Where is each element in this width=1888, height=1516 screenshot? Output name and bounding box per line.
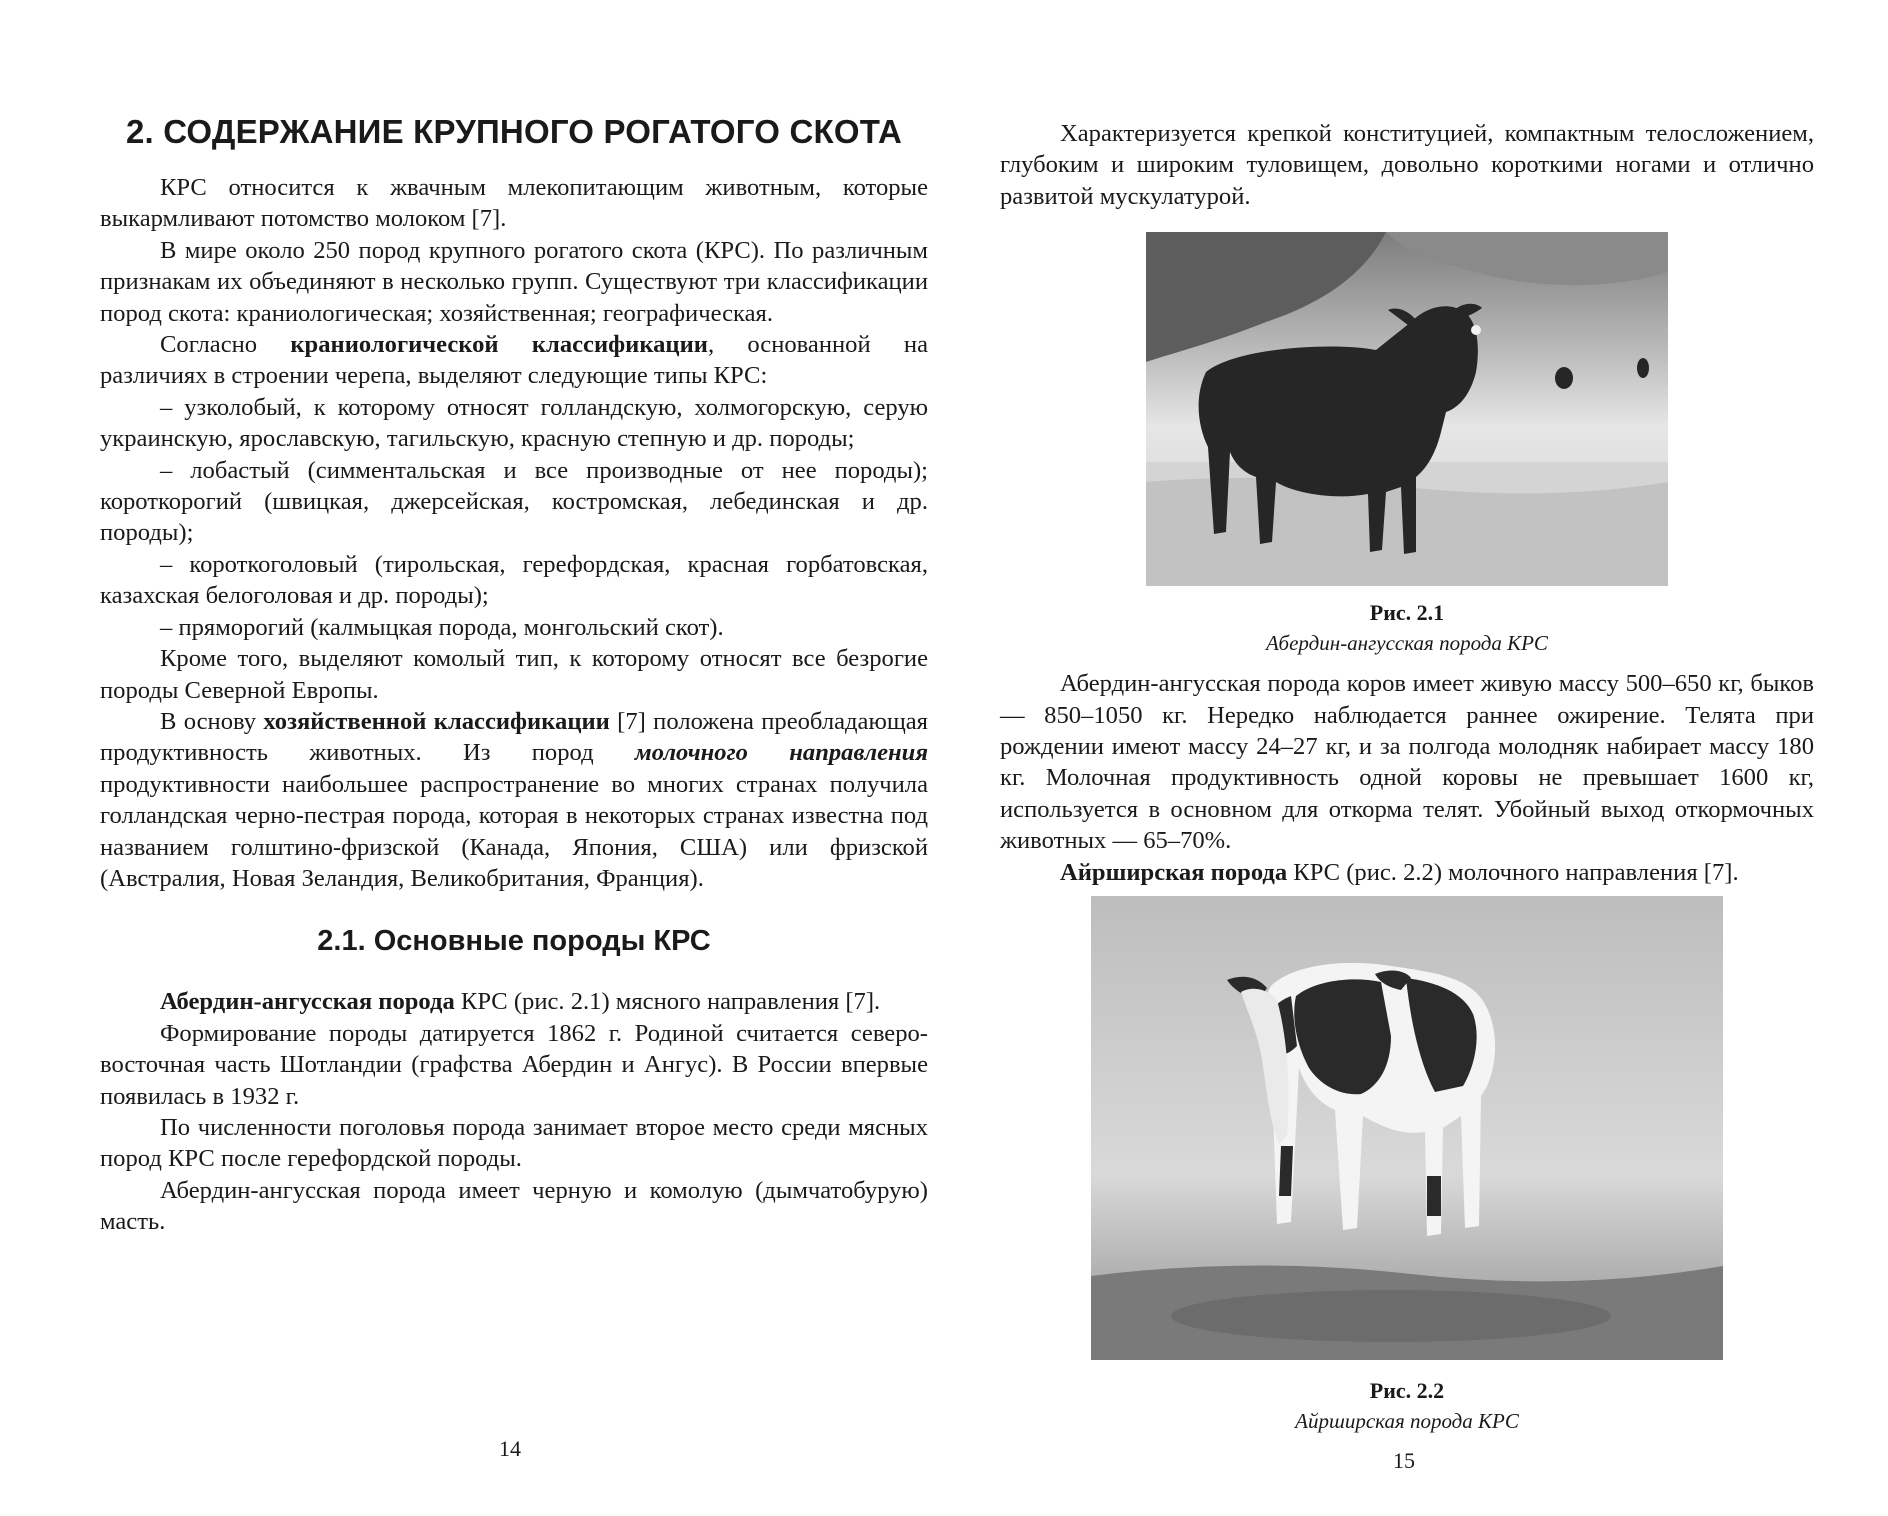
paragraph (100, 706, 928, 894)
chapter-title: 2. СОДЕРЖАНИЕ КРУПНОГО РОГАТОГО СКОТА (125, 113, 903, 150)
text-run: Согласно (160, 331, 291, 359)
paragraph: Кроме того, выделяют комолый тип, к которому относят все безрогие породы Северной Европы. (100, 645, 928, 704)
paragraph: Абердин-ангусская порода имеет черную и комолую (дымчатобурую) масть. (100, 1176, 928, 1236)
figure-label: Рис. 2.1 (1369, 600, 1445, 626)
bold-term: краниологической классификации (290, 331, 708, 359)
text-run: КРС (рис. 2.2) молочного направления [7]. (1287, 858, 1739, 886)
figure-caption (1000, 1376, 1814, 1436)
paragraph: По численности поголовья порода занимает второе место среди мясных пород КРС после герефордской породы. (100, 1113, 928, 1173)
aberdeen-angus-cow-photo (1146, 232, 1668, 586)
bold-term: хозяйственной классификации (263, 707, 610, 735)
dash-list-item: – короткоголовый (тирольская, герефордская, красная горбатовская, казахская белоголовая и др. породы); (100, 550, 928, 610)
page-number: 14 (499, 1436, 521, 1461)
figure-caption-text: Абердин-ангусская порода КРС (1266, 631, 1548, 656)
text-run: КРС (рис. 2.1) мясного направления [7]. (454, 988, 881, 1016)
bold-italic-term: молочного направления (634, 739, 928, 767)
text-run: продуктивности наибольшее распространение во многих странах получила голландская черно-пестрая порода, которая в некоторых странах известна под названием голштино-фризской (Канада, Япония, США) или фризской (Австралия, Новая Зеландия, Великобритания, Франция). (100, 770, 928, 892)
paragraph: В мире около 250 пород крупного рогатого скота (КРС). По различным признакам их объединяют в несколько групп. Существуют три классификации пород скота: краниологическая; хозяйственная; географическая. (100, 236, 928, 327)
text-run: , основанной на различиях в строении черепа, выделяют следующие типы КРС: (100, 331, 928, 390)
right-column (1000, 118, 1814, 1436)
paragraph: Формирование породы датируется 1862 г. Родиной считается северо-восточная часть Шотландии (графства Абердин и Ангус). В России впервые появилась в 1932 г. (100, 1019, 928, 1110)
figure-label: Рис. 2.2 (1369, 1378, 1445, 1404)
page-number: 15 (1393, 1448, 1415, 1473)
paragraph (100, 329, 928, 392)
figure-caption (1000, 598, 1814, 658)
paragraph: КРС относится к жвачным млекопитающим животным, которые выкармливают потомство молоком [7]. (100, 174, 928, 233)
text-run: [7] положена преобладающая продуктивность животных. Из пород (100, 707, 928, 767)
bold-term: Абердин-ангусская порода (160, 988, 455, 1016)
paragraph: Абердин-ангусская порода коров имеет живую массу 500–650 кг, быков — 850–1050 кг. Нередко наблюдается раннее ожирение. Телята при рождении имеют массу 24–27 кг, и за полгода молодняк набирает массу 180 кг. Молочная продуктивность одной коровы не превышает 1600 кг, используется в основном для откорма телят. Убойный выход откормочных животных — 65–70%. (1000, 670, 1814, 855)
dash-list-item: – пряморогий (калмыцкая порода, монгольский скот). (160, 613, 724, 641)
dash-list-item: – узколобый, к которому относят голландскую, холмогорскую, серую украинскую, ярославскую, тагильскую, красную степную и др. породы; (100, 393, 928, 453)
paragraph (100, 986, 928, 1017)
paragraph (1000, 857, 1814, 888)
section-title: 2.1. Основные породы КРС (317, 925, 711, 958)
bold-term: Айрширская порода (1060, 858, 1288, 886)
right-page (944, 0, 1888, 1516)
dash-list-item: – лобастый (симментальская и все производные от нее породы); короткорогий (швицкая, джерсейская, костромская, лебединская и др. породы); (100, 456, 928, 547)
text-run: В основу (160, 707, 264, 735)
ayrshire-cow-photo (1091, 896, 1723, 1360)
figure-caption-text: Айрширская порода КРС (1295, 1409, 1519, 1434)
left-column (100, 110, 928, 1238)
paragraph: Характеризуется крепкой конституцией, компактным телосложением, глубоким и широким туловищем, довольно короткими ногами и отлично развитой мускулатурой. (1000, 120, 1814, 210)
